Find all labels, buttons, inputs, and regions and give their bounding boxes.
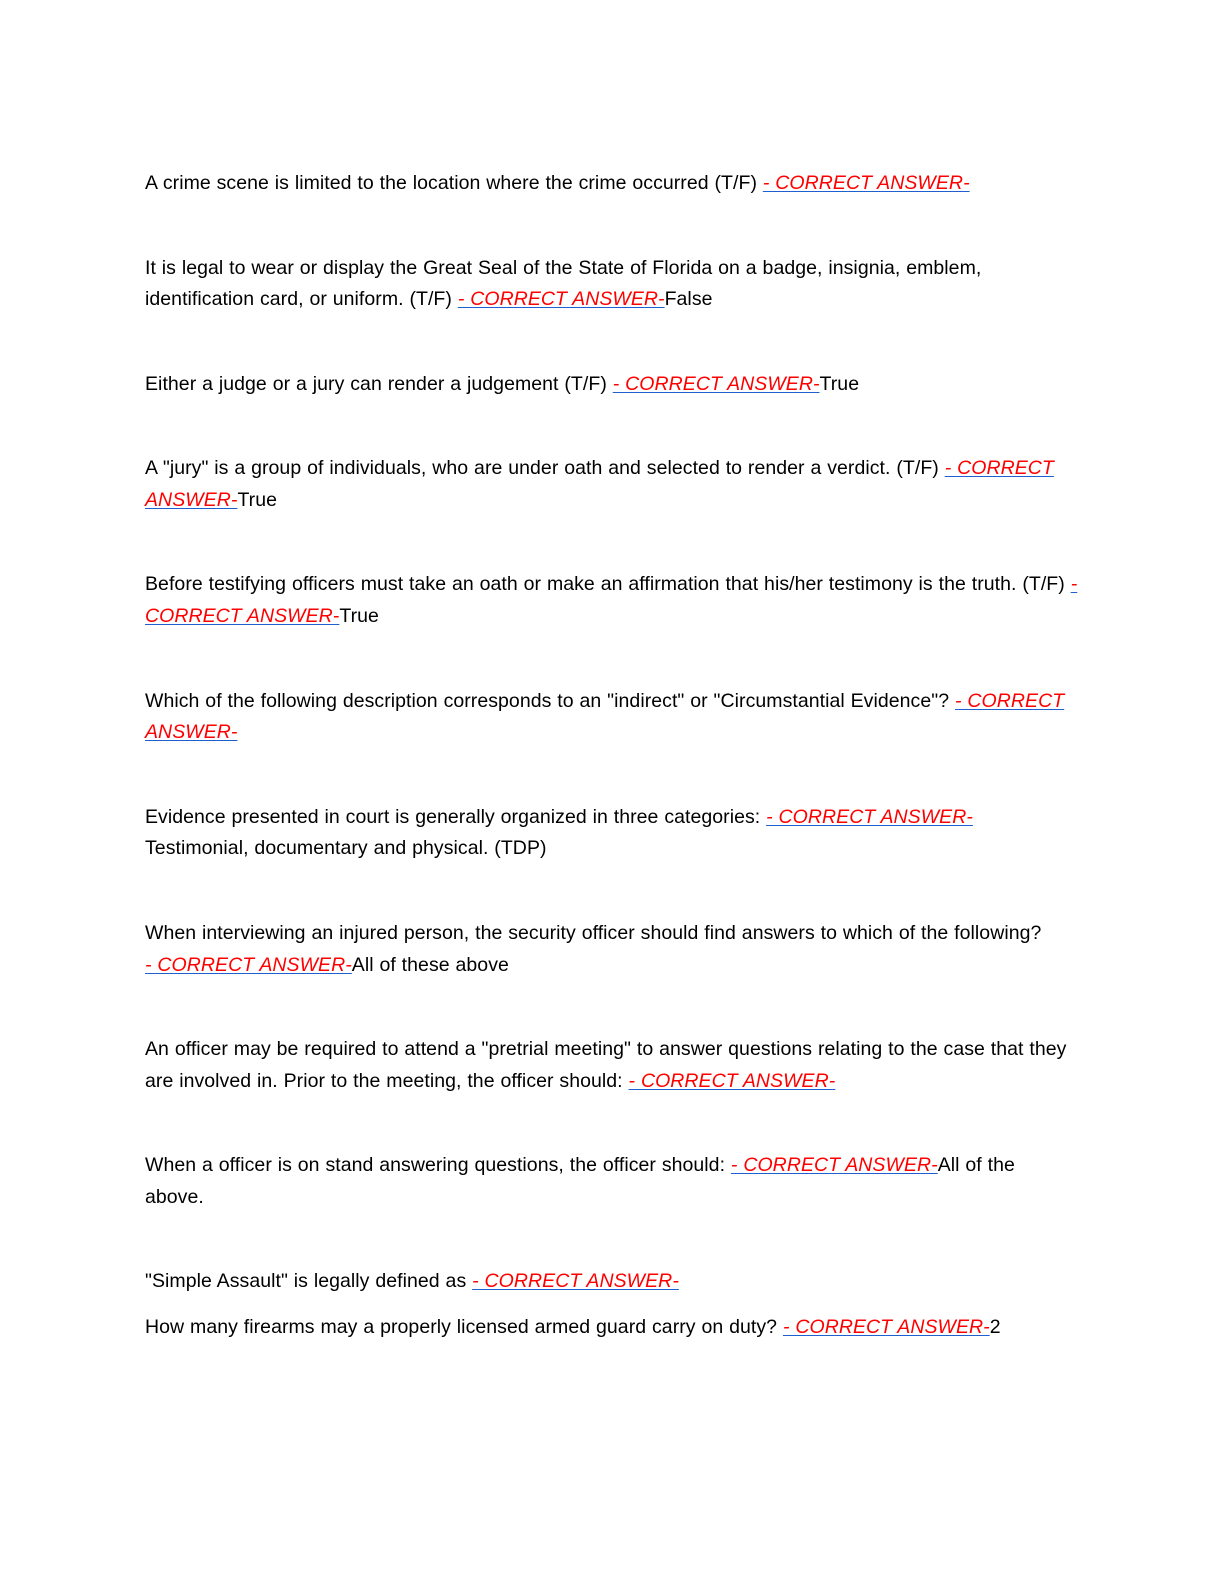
correct-answer-marker: - CORRECT ANSWER-: [730, 1154, 938, 1177]
question-text: Which of the following description corresponds to an "indirect" or "Circumstantial Evidence"?: [145, 689, 955, 712]
qa-item: [145, 1034, 1079, 1097]
correct-answer-marker: - CORRECT ANSWER-: [782, 1315, 990, 1338]
correct-answer-marker: - CORRECT ANSWER-: [145, 689, 1065, 744]
question-text: Before testifying officers must take an oath or make an affirmation that his/her testimony is the truth. (T/F): [145, 573, 1071, 596]
answer-text: 2: [989, 1315, 1001, 1338]
qa-item: [145, 1266, 1079, 1298]
qa-item: [145, 1312, 1079, 1344]
correct-answer-marker: - CORRECT ANSWER-: [472, 1270, 679, 1293]
qa-item: [145, 453, 1079, 516]
question-text: When a officer is on stand answering questions, the officer should:: [145, 1154, 731, 1177]
qa-item: [145, 918, 1079, 981]
qa-item: [145, 1150, 1079, 1213]
question-text: Evidence presented in court is generally organized in three categories:: [145, 805, 767, 828]
question-text: When interviewing an injured person, the security officer should find answers to which of the following?: [145, 921, 1042, 944]
qa-item: [145, 686, 1079, 749]
qa-item: [145, 802, 1079, 865]
question-text: A "jury" is a group of individuals, who are under oath and selected to render a verdict. (T/F): [145, 457, 945, 480]
question-text: An officer may be required to attend a "pretrial meeting" to answer questions relating to the case that they are involved in. Prior to the meeting, the officer should:: [145, 1038, 1067, 1092]
qa-item: [145, 369, 1079, 401]
correct-answer-marker: - CORRECT ANSWER-: [457, 288, 665, 311]
question-text: A crime scene is limited to the location where the crime occurred (T/F): [145, 172, 763, 194]
question-text: How many firearms may a properly licensed armed guard carry on duty?: [145, 1315, 783, 1338]
answer-text: False: [664, 288, 713, 311]
answer-text: All of the above.: [145, 1154, 1015, 1208]
correct-answer-marker: - CORRECT ANSWER-: [762, 172, 970, 194]
answer-text: True: [819, 372, 860, 395]
qa-list: [145, 168, 1079, 1344]
question-text: Either a judge or a jury can render a judgement (T/F): [145, 372, 613, 395]
correct-answer-marker: - CORRECT ANSWER-: [766, 805, 973, 828]
correct-answer-marker: - CORRECT ANSWER-: [612, 372, 820, 395]
answer-text: All of these above: [351, 953, 509, 976]
answer-text: True: [237, 488, 278, 511]
correct-answer-marker: - CORRECT ANSWER-: [145, 457, 1054, 511]
correct-answer-marker: - CORRECT ANSWER-: [145, 953, 352, 976]
answer-text: Testimonial, documentary and physical. (TDP): [145, 837, 547, 860]
correct-answer-marker: - CORRECT ANSWER-: [145, 573, 1078, 628]
qa-item: [145, 168, 1079, 200]
correct-answer-marker: - CORRECT ANSWER-: [628, 1069, 836, 1092]
question-text: It is legal to wear or display the Great Seal of the State of Florida on a badge, insignia, emblem, identification card, or uniform. (T/F): [145, 256, 982, 311]
question-text: "Simple Assault" is legally defined as: [145, 1270, 473, 1293]
answer-text: True: [339, 605, 379, 628]
qa-item: [145, 253, 1079, 316]
qa-item: [145, 569, 1079, 632]
